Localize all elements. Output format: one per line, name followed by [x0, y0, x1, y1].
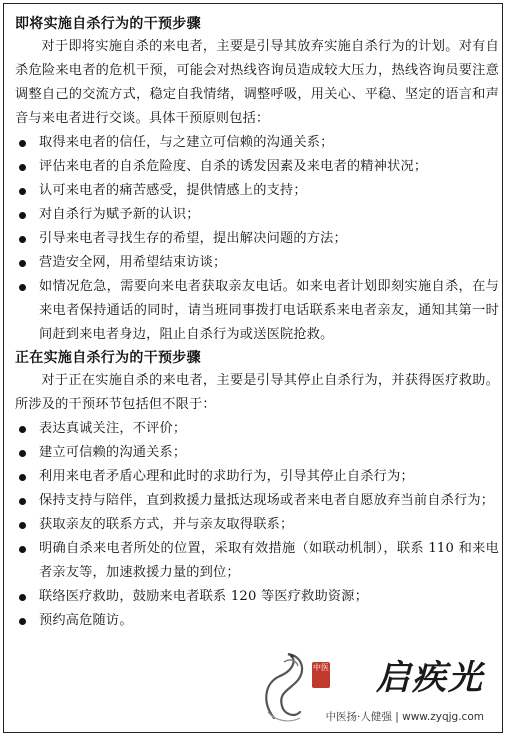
- section-heading-ongoing: 正在实施自杀行为的干预步骤: [15, 350, 201, 366]
- bullet-icon: [19, 164, 26, 171]
- section-intro-imminent: 对于即将实施自杀的来电者，主要是引导其放弃实施自杀行为的计划。对有自杀危险来电者的危机干预，可能会对热线咨询员造成较大压力，热线咨询员要注意调整自己的交流方式，稳定自我情绪，调整呼吸，用关心、平稳、坚定的语言和声音与来电者进行交谈。具体干预原则包括：: [15, 39, 499, 126]
- bullet-icon: [19, 284, 26, 291]
- watermark-logo: [254, 648, 494, 726]
- list-item: 保持支持与陪伴，直到救援力量抵达现场或者来电者自愿放弃当前自杀行为；: [15, 489, 499, 513]
- list-item: 营造安全网，用希望结束访谈；: [15, 251, 499, 275]
- bullet-icon: [19, 522, 26, 529]
- document-content: [15, 13, 499, 633]
- bullet-icon: [19, 188, 26, 195]
- bullet-icon: [19, 236, 26, 243]
- bullet-icon: [19, 140, 26, 147]
- bullet-icon: [19, 498, 26, 505]
- bullet-icon: [19, 450, 26, 457]
- list-item: 取得来电者的信任，与之建立可信赖的沟通关系；: [15, 131, 499, 155]
- list-item: 评估来电者的自杀危险度、自杀的诱发因素及来电者的精神状况；: [15, 155, 499, 179]
- list-item: 预约高危随访。: [15, 609, 499, 633]
- brand-name: 启疾光: [376, 658, 484, 698]
- bullet-icon: [19, 474, 26, 481]
- section-heading-imminent: 即将实施自杀行为的干预步骤: [15, 16, 201, 32]
- seal-stamp: 中医: [312, 662, 330, 688]
- list-item: 表达真诚关注，不评价；: [15, 417, 499, 441]
- list-item: 认可来电者的痛苦感受，提供情感上的支持；: [15, 179, 499, 203]
- site-tagline: 中医扬·人健强 | www.zyqjg.com: [325, 711, 484, 723]
- list-item: 建立可信赖的沟通关系；: [15, 441, 499, 465]
- bullet-icon: [19, 546, 26, 553]
- principles-list-ongoing: [15, 417, 499, 633]
- list-item: 引导来电者寻找生存的希望，提出解决问题的方法；: [15, 227, 499, 251]
- list-item: 利用来电者矛盾心理和此时的求助行为，引导其停止自杀行为；: [15, 465, 499, 489]
- section-intro-ongoing: 对于正在实施自杀的来电者，主要是引导其停止自杀行为，并获得医疗救助。所涉及的干预环节包括但不限于：: [15, 373, 499, 412]
- bullet-icon: [19, 212, 26, 219]
- list-item: 明确自杀来电者所处的位置，采取有效措施（如联动机制），联系 110 和来电者亲友等，加速救援力量的到位；: [15, 537, 499, 585]
- principles-list-imminent: [15, 131, 499, 347]
- list-item: 对自杀行为赋予新的认识；: [15, 203, 499, 227]
- document-frame: [3, 3, 503, 733]
- bullet-icon: [19, 426, 26, 433]
- list-item: 联络医疗救助，鼓励来电者联系 120 等医疗救助资源；: [15, 585, 499, 609]
- list-item: 如情况危急，需要向来电者获取亲友电话。如来电者计划即刻实施自杀，在与来电者保持通话的同时，请当班同事拨打电话联系来电者亲友，通知其第一时间赶到来电者身边，阻止自杀行为或送医院抢救。: [15, 275, 499, 347]
- list-item: 获取亲友的联系方式，并与亲友取得联系；: [15, 513, 499, 537]
- bullet-icon: [19, 260, 26, 267]
- bullet-icon: [19, 594, 26, 601]
- bullet-icon: [19, 618, 26, 625]
